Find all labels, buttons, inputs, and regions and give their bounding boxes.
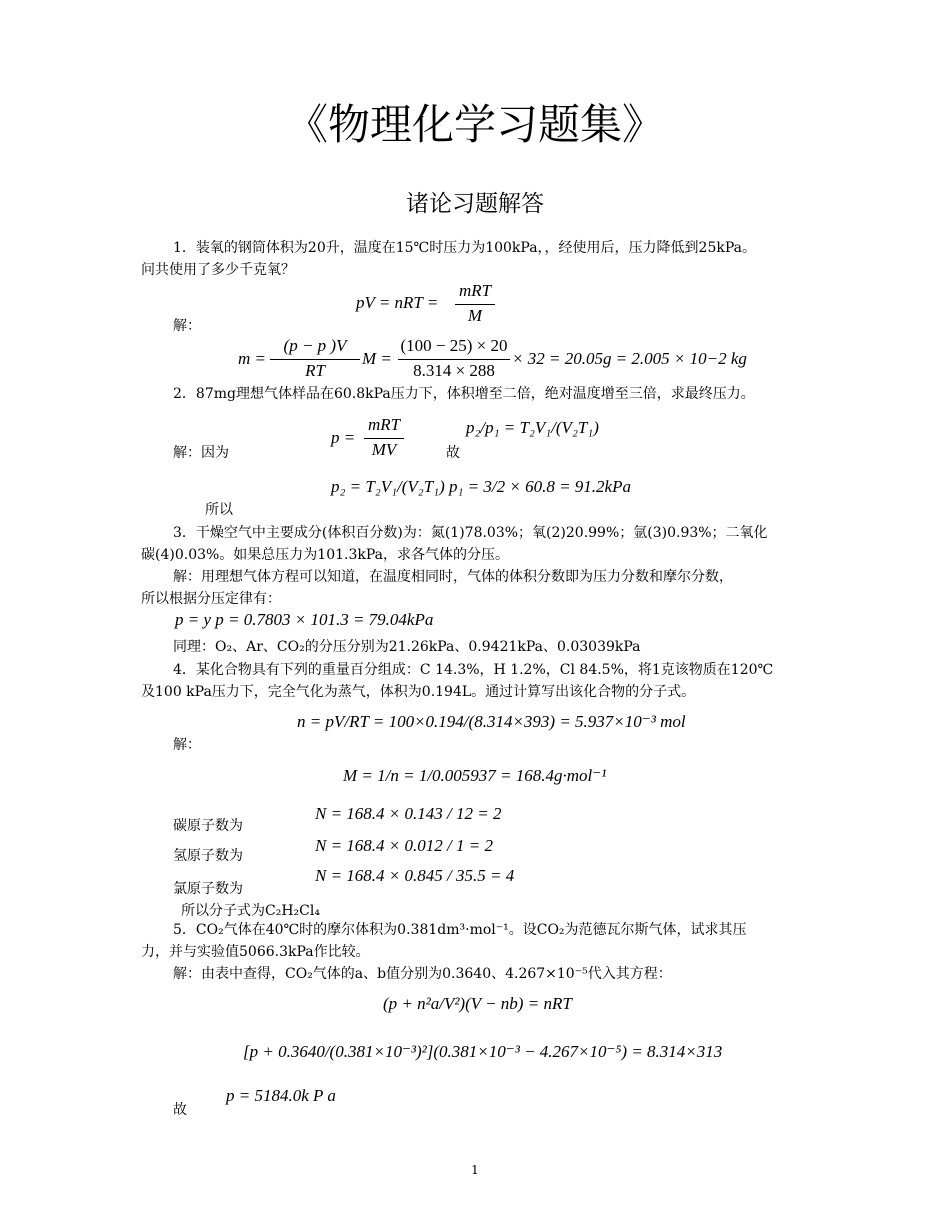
p1-eq2-numerator1: (p − p )V bbox=[283, 336, 347, 355]
document-title: 《物理化学习题集》 bbox=[285, 100, 664, 149]
problem-5-question-line1: 5．CO₂气体在40℃时的摩尔体积为0.381dm³·mol⁻¹。设CO₂为范德瓦尔斯气体，试求其压 bbox=[173, 922, 747, 938]
problem-3-question-line2: 碳(4)0.03%。如果总压力为101.3kPa，求各气体的分压。 bbox=[141, 547, 510, 563]
p4-carbon-label: 碳原子数为 bbox=[173, 818, 243, 834]
p1-eq2-result: × 32 = 20.05g = 2.005 × 10−2 kg bbox=[512, 349, 747, 368]
fraction-bar bbox=[270, 359, 360, 360]
fraction-bar bbox=[455, 304, 495, 305]
p1-eq2-M: M = bbox=[362, 349, 392, 368]
p4-chlorine-eq: N = 168.4 × 0.845 / 35.5 = 4 bbox=[315, 866, 515, 885]
p4-eq-moles: n = pV/RT = 100×0.194/(8.314×393) = 5.937×10⁻³ mol bbox=[297, 712, 686, 731]
p2-therefore-label: 故 bbox=[446, 445, 460, 461]
problem-5-question-line2: 力，并与实验值5066.3kPa作比较。 bbox=[141, 944, 370, 960]
p4-hydrogen-label: 氢原子数为 bbox=[173, 848, 243, 864]
p4-hydrogen-eq: N = 168.4 × 0.012 / 1 = 2 bbox=[315, 836, 493, 855]
p4-result: 所以分子式为C₂H₂Cl₄ bbox=[181, 903, 320, 919]
p4-eq-molar-mass: M = 1/n = 1/0.005937 = 168.4g·mol⁻¹ bbox=[343, 766, 607, 785]
fraction-bar bbox=[364, 438, 404, 439]
p2-eq1-left: p = bbox=[331, 428, 356, 447]
p1-eq2-denominator1: RT bbox=[305, 361, 325, 380]
p1-eq1-denominator: M bbox=[467, 306, 483, 325]
p5-substituted-eq: [p + 0.3640/(0.381×10⁻³)²](0.381×10⁻³ − 4.267×10⁻⁵) = 8.314×313 bbox=[243, 1042, 723, 1061]
problem-3-answer-line1: 解：用理想气体方程可以知道，在温度相同时，气体的体积分数即为压力分数和摩尔分数， bbox=[173, 569, 733, 585]
p1-eq1-numerator: mRT bbox=[458, 281, 492, 300]
problem-4-question-line2: 及100 kPa压力下，完全气化为蒸气，体积为0.194L。通过计算写出该化合物的分子式。 bbox=[141, 684, 696, 700]
p2-solution-label: 解：因为 bbox=[173, 445, 229, 461]
p1-solution-label: 解： bbox=[173, 318, 201, 334]
problem-3-answer-line2: 所以根据分压定律有： bbox=[141, 591, 281, 607]
page-number: 1 bbox=[471, 1163, 479, 1177]
section-subtitle: 诸论习题解答 bbox=[406, 191, 544, 217]
p2-eq1-numerator: mRT bbox=[367, 415, 401, 434]
problem-2-question: 2．87mg理想气体样品在60.8kPa压力下，体积增至二倍，绝对温度增至三倍，求最终压力。 bbox=[173, 386, 755, 402]
problem-1-question-line2: 问共使用了多少千克氧？ bbox=[141, 262, 295, 278]
p5-van-der-waals-eq: (p + n²a/V²)(V − nb) = nRT bbox=[383, 994, 572, 1013]
p1-eq1-left: pV = nRT = bbox=[356, 293, 439, 312]
problem-3-question-line1: 3．干燥空气中主要成分(体积百分数)为：氮(1)78.03%；氧(2)20.99%；氩(3)0.93%；二氧化 bbox=[173, 525, 768, 541]
p2-eq3: p₂ = T₂V₁/(V₂T₁) p₁ = 3/2 × 60.8 = 91.2kPa bbox=[331, 477, 631, 496]
p4-carbon-eq: N = 168.4 × 0.143 / 12 = 2 bbox=[315, 804, 502, 823]
problem-5-answer: 解：由表中查得，CO₂气体的a、b值分别为0.3640、4.267×10⁻⁵代入其方程： bbox=[173, 966, 672, 982]
problem-4-question-line1: 4．某化合物具有下列的重量百分组成：C 14.3%，H 1.2%，Cl 84.5%，将1克该物质在120℃ bbox=[173, 662, 774, 678]
p2-eq1-denominator: MV bbox=[371, 440, 397, 459]
fraction-bar bbox=[398, 359, 510, 360]
p3-partial-pressure-eq: p = y p = 0.7803 × 101.3 = 79.04kPa bbox=[175, 610, 434, 629]
p1-eq2-m: m = bbox=[238, 349, 266, 368]
p1-eq2-numerator2: (100 − 25) × 20 bbox=[400, 336, 508, 355]
p2-so-label: 所以 bbox=[205, 502, 233, 518]
p4-solution-label: 解： bbox=[173, 737, 201, 753]
p5-therefore-label: 故 bbox=[173, 1102, 187, 1118]
p2-eq2: p₂/p₁ = T₂V₁/(V₂T₁) bbox=[466, 418, 599, 437]
p1-eq2-denominator2: 8.314 × 288 bbox=[413, 361, 495, 380]
p4-chlorine-label: 氯原子数为 bbox=[173, 881, 243, 897]
p3-likewise: 同理：O₂、Ar、CO₂的分压分别为21.26kPa、0.9421kPa、0.03039kPa bbox=[173, 639, 641, 655]
p5-result-eq: p = 5184.0k P a bbox=[226, 1086, 336, 1105]
problem-1-question-line1: 1．装氧的钢筒体积为20升，温度在15℃时压力为100kPa，，经使用后，压力降低到25kPa。 bbox=[173, 240, 756, 256]
